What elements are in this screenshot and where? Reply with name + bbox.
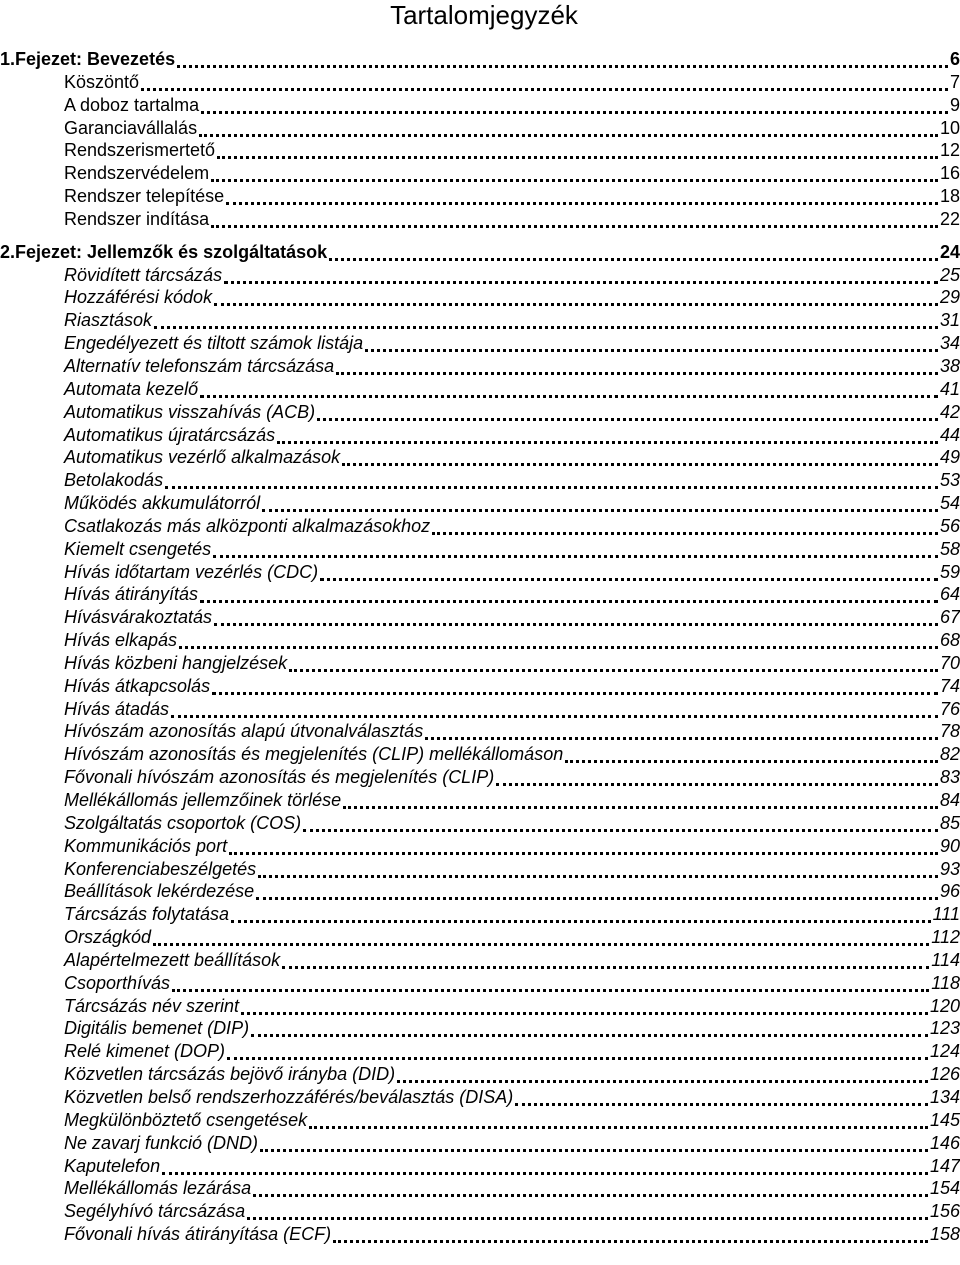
dot-leader — [365, 335, 938, 352]
toc-entry[interactable] — [0, 401, 960, 424]
page-number: 70 — [939, 652, 960, 673]
page-number: 6 — [949, 49, 960, 69]
toc-entry-label: Hívás átirányítás — [64, 584, 199, 605]
toc-entry-label: Hívás időtartam vezérlés (CDC) — [64, 561, 319, 582]
page-number: 7 — [949, 71, 960, 92]
toc-entry[interactable] — [0, 1200, 960, 1223]
page-number: 85 — [939, 812, 960, 833]
page-number: 16 — [939, 163, 960, 184]
toc-entry-label: Országkód — [64, 927, 152, 948]
toc-entry[interactable] — [0, 1132, 960, 1155]
toc-entry-label: Kiemelt csengetés — [64, 538, 212, 559]
page-number: 76 — [939, 698, 960, 719]
page-number: 156 — [929, 1201, 960, 1222]
dot-leader — [179, 632, 938, 649]
toc-entry-label: Garanciavállalás — [64, 117, 198, 138]
toc-entry-label: Alapértelmezett beállítások — [64, 949, 281, 970]
toc-entry-label: Mellékállomás jellemzőinek törlése — [64, 790, 342, 810]
dot-leader — [217, 142, 938, 159]
page-number: 158 — [929, 1224, 960, 1245]
toc-entry[interactable] — [0, 720, 960, 743]
page-number: 12 — [939, 140, 960, 161]
dot-leader — [177, 51, 948, 68]
toc-entry-label: Szolgáltatás csoportok (COS) — [64, 812, 302, 833]
toc-entry[interactable] — [0, 1040, 960, 1063]
dot-leader — [317, 404, 938, 421]
dot-leader — [229, 838, 938, 855]
chapter-1-entries — [0, 71, 960, 231]
chapter-1 — [0, 48, 960, 231]
toc-entry[interactable] — [0, 949, 960, 972]
dot-leader — [226, 188, 938, 205]
toc-entry[interactable] — [0, 1223, 960, 1246]
toc-entry[interactable] — [0, 629, 960, 652]
toc-entry-label: Beállítások lekérdezése — [64, 881, 255, 902]
dot-leader — [213, 541, 938, 558]
toc-entry[interactable] — [0, 995, 960, 1018]
toc-entry[interactable] — [0, 698, 960, 721]
dot-leader — [336, 358, 938, 375]
toc-entry-label: Közvetlen belső rendszerhozzáférés/beválasztás (DISA) — [64, 1086, 514, 1107]
toc-entry[interactable] — [0, 355, 960, 378]
toc-entry-label: Konferenciabeszélgetés — [64, 858, 257, 879]
page-number: 31 — [939, 310, 960, 331]
page-number: 64 — [939, 584, 960, 605]
page-number: 78 — [939, 721, 960, 742]
dot-leader — [247, 1203, 928, 1220]
dot-leader — [199, 120, 938, 137]
toc-entry-label: Mellékállomás lezárása — [64, 1178, 252, 1199]
toc-entry-label: Köszöntő — [64, 71, 140, 92]
toc-entry[interactable] — [0, 94, 960, 117]
page-number: 41 — [939, 378, 960, 399]
dot-leader — [211, 211, 938, 228]
toc-entry[interactable] — [0, 332, 960, 355]
toc-entry-label: Hívás elkapás — [64, 630, 178, 651]
dot-leader — [320, 564, 938, 581]
toc-entry-label: Hívás közbeni hangjelzések — [64, 652, 288, 673]
toc-entry-label: Automatikus visszahívás (ACB) — [64, 401, 316, 422]
page-number: 145 — [929, 1109, 960, 1130]
page-number: 44 — [939, 424, 960, 445]
toc-entry-label: Automatikus újratárcsázás — [64, 424, 276, 445]
toc-entry[interactable] — [0, 515, 960, 538]
page-number: 112 — [931, 927, 960, 948]
page-number: 22 — [939, 208, 960, 229]
page-number: 59 — [939, 561, 960, 582]
dot-leader — [162, 1158, 928, 1175]
toc-entry-label: Közvetlen tárcsázás bejövő irányba (DID) — [64, 1064, 396, 1085]
page-number: 38 — [939, 355, 960, 376]
toc-entry[interactable] — [0, 139, 960, 162]
toc-entry[interactable] — [0, 743, 960, 766]
page-number: 118 — [931, 972, 960, 993]
page-number: 68 — [939, 630, 960, 651]
toc-entry[interactable] — [0, 162, 960, 185]
toc-entry-label: Segélyhívó tárcsázása — [64, 1201, 246, 1222]
dot-leader — [256, 883, 938, 900]
toc-entry[interactable] — [0, 492, 960, 515]
dot-leader — [212, 678, 938, 695]
toc-entry-label: Hívás átadás — [64, 698, 170, 719]
dot-leader — [515, 1089, 928, 1106]
toc-entry[interactable] — [0, 538, 960, 561]
page-number: 82 — [939, 744, 960, 765]
toc-entry-label: Rendszer indítása — [64, 208, 210, 229]
page-number: 120 — [929, 995, 960, 1016]
toc-entry[interactable] — [0, 561, 960, 584]
dot-leader — [251, 1020, 928, 1037]
dot-leader — [425, 723, 938, 740]
page-number: 154 — [929, 1178, 960, 1199]
page-number: 58 — [939, 538, 960, 559]
toc-entry-label: Hívószám azonosítás és megjelenítés (CLIP) mellékállomáson — [64, 744, 564, 765]
dot-leader — [565, 746, 938, 763]
dot-leader — [211, 165, 938, 182]
page-number: 10 — [939, 117, 960, 138]
page-number: 146 — [929, 1132, 960, 1153]
toc-entry-label: Fővonali hívószám azonosítás és megjelenítés (CLIP) — [64, 767, 495, 788]
toc-entry-label: Hozzáférési kódok — [64, 287, 213, 308]
toc-entry[interactable] — [0, 424, 960, 447]
toc-entry[interactable] — [0, 1177, 960, 1200]
dot-leader — [214, 289, 938, 306]
toc-entry[interactable] — [0, 185, 960, 208]
toc-entry[interactable] — [0, 1017, 960, 1040]
toc-entry[interactable] — [0, 972, 960, 995]
toc-entry-label: Ne zavarj funkció (DND) — [64, 1132, 259, 1153]
toc-entry[interactable] — [0, 286, 960, 309]
dot-leader — [303, 815, 938, 832]
chapter-heading[interactable] — [0, 241, 960, 264]
toc-entry[interactable] — [0, 926, 960, 949]
page-number: 93 — [939, 858, 960, 879]
toc-entry-label: Csoporthívás — [64, 972, 171, 993]
toc-entry[interactable] — [0, 675, 960, 698]
dot-leader — [141, 74, 948, 91]
toc-entry[interactable] — [0, 583, 960, 606]
toc-entry[interactable] — [0, 880, 960, 903]
toc-entry[interactable] — [0, 1155, 960, 1178]
toc-entry-label: Rendszer telepítése — [64, 186, 225, 207]
page-number: 111 — [932, 904, 960, 925]
table-of-contents — [0, 48, 960, 1256]
toc-entry-label: Tárcsázás név szerint — [64, 995, 240, 1016]
toc-entry[interactable] — [0, 766, 960, 789]
page-number: 29 — [939, 287, 960, 308]
toc-entry-label: Hívásvárakoztatás — [64, 607, 213, 628]
toc-entry-label: Rendszerismertető — [64, 140, 216, 161]
toc-entry-label: Engedélyezett és tiltott számok listája — [64, 333, 364, 354]
toc-entry-label: Tárcsázás folytatása — [64, 904, 230, 925]
dot-leader — [153, 929, 929, 946]
dot-leader — [231, 906, 931, 923]
dot-leader — [432, 518, 938, 535]
toc-entry[interactable] — [0, 117, 960, 140]
toc-entry[interactable] — [0, 903, 960, 926]
page-number: 24 — [939, 241, 960, 262]
page-number: 96 — [939, 881, 960, 902]
page-number: 83 — [939, 767, 960, 788]
page-number: 114 — [931, 949, 960, 970]
dot-leader — [333, 1226, 928, 1243]
chapter-2-entries — [0, 264, 960, 1246]
dot-leader — [343, 792, 938, 809]
page-number: 123 — [929, 1018, 960, 1039]
page-number: 56 — [939, 515, 960, 536]
dot-leader — [172, 975, 929, 992]
page-number: 25 — [939, 264, 960, 285]
dot-leader — [224, 267, 938, 284]
page-number: 49 — [939, 447, 960, 468]
toc-entry[interactable] — [0, 446, 960, 469]
dot-leader — [277, 427, 938, 444]
toc-entry[interactable] — [0, 789, 960, 812]
toc-entry[interactable] — [0, 606, 960, 629]
dot-leader — [289, 655, 938, 672]
dot-leader — [262, 495, 938, 512]
toc-entry-label: A doboz tartalma — [64, 94, 200, 115]
toc-entry-label: Digitális bemenet (DIP) — [64, 1018, 250, 1039]
page-number: 124 — [929, 1041, 960, 1062]
toc-entry-label: Kaputelefon — [64, 1155, 161, 1176]
dot-leader — [201, 97, 948, 114]
toc-entry[interactable] — [0, 858, 960, 881]
dot-leader — [154, 312, 938, 329]
chapter-title: 1.Fejezet: Bevezetés — [0, 49, 176, 69]
toc-entry-label: Rendszervédelem — [64, 163, 210, 184]
toc-entry-label: Kommunikációs port — [64, 835, 228, 856]
dot-leader — [282, 952, 929, 969]
page-number: 147 — [929, 1155, 960, 1176]
toc-entry-label: Fővonali hívás átirányítása (ECF) — [64, 1224, 332, 1245]
dot-leader — [200, 381, 938, 398]
toc-entry[interactable] — [0, 652, 960, 675]
dot-leader — [342, 449, 938, 466]
toc-entry-label: Relé kimenet (DOP) — [64, 1041, 226, 1062]
page-number: 74 — [939, 675, 960, 696]
chapter-2 — [0, 241, 960, 1246]
toc-entry-label: Rövidített tárcsázás — [64, 264, 223, 285]
toc-entry-label: Riasztások — [64, 310, 153, 331]
dot-leader — [214, 609, 938, 626]
toc-entry[interactable] — [0, 812, 960, 835]
toc-entry-label: Automatikus vezérlő alkalmazások — [64, 447, 341, 468]
page-number: 42 — [939, 401, 960, 422]
page-number: 126 — [929, 1064, 960, 1085]
toc-entry[interactable] — [0, 264, 960, 287]
dot-leader — [165, 472, 938, 489]
toc-entry[interactable] — [0, 309, 960, 332]
page-number: 67 — [939, 607, 960, 628]
page-number: 90 — [939, 835, 960, 856]
chapter-heading[interactable] — [0, 48, 960, 71]
page-title: Tartalomjegyzék — [390, 0, 578, 30]
page-number: 18 — [939, 186, 960, 207]
dot-leader — [253, 1180, 928, 1197]
toc-entry-label: Alternatív telefonszám tárcsázása — [64, 355, 335, 376]
toc-entry-label: Hívószám azonosítás alapú útvonalválasztás — [64, 721, 424, 742]
toc-entry-label: Automata kezelő — [64, 378, 199, 399]
page-number: 9 — [949, 94, 960, 115]
dot-leader — [496, 769, 938, 786]
toc-entry-label: Csatlakozás más alközponti alkalmazásokhoz — [64, 515, 431, 536]
dot-leader — [227, 1043, 928, 1060]
toc-entry[interactable] — [0, 208, 960, 231]
toc-entry[interactable] — [0, 1086, 960, 1109]
toc-entry-label: Működés akkumulátorról — [64, 493, 261, 514]
toc-entry-label: Hívás átkapcsolás — [64, 675, 211, 696]
page-number: 53 — [939, 470, 960, 491]
dot-leader — [397, 1066, 928, 1083]
dot-leader — [309, 1112, 928, 1129]
dot-leader — [241, 998, 928, 1015]
page-number: 54 — [939, 493, 960, 514]
page-number: 134 — [929, 1086, 960, 1107]
toc-entry[interactable] — [0, 1063, 960, 1086]
dot-leader — [329, 244, 938, 261]
toc-entry[interactable] — [0, 1109, 960, 1132]
toc-entry[interactable] — [0, 71, 960, 94]
dot-leader — [200, 586, 938, 603]
toc-entry-label: Betolakodás — [64, 470, 164, 491]
page-number: 84 — [939, 790, 960, 810]
toc-entry[interactable] — [0, 835, 960, 858]
toc-entry-label: Megkülönböztető csengetések — [64, 1109, 308, 1130]
toc-entry[interactable] — [0, 378, 960, 401]
dot-leader — [171, 701, 938, 718]
dot-leader — [260, 1135, 928, 1152]
chapter-title: 2.Fejezet: Jellemzők és szolgáltatások — [0, 241, 328, 262]
dot-leader — [258, 861, 938, 878]
page-number: 34 — [939, 333, 960, 354]
toc-entry[interactable] — [0, 469, 960, 492]
